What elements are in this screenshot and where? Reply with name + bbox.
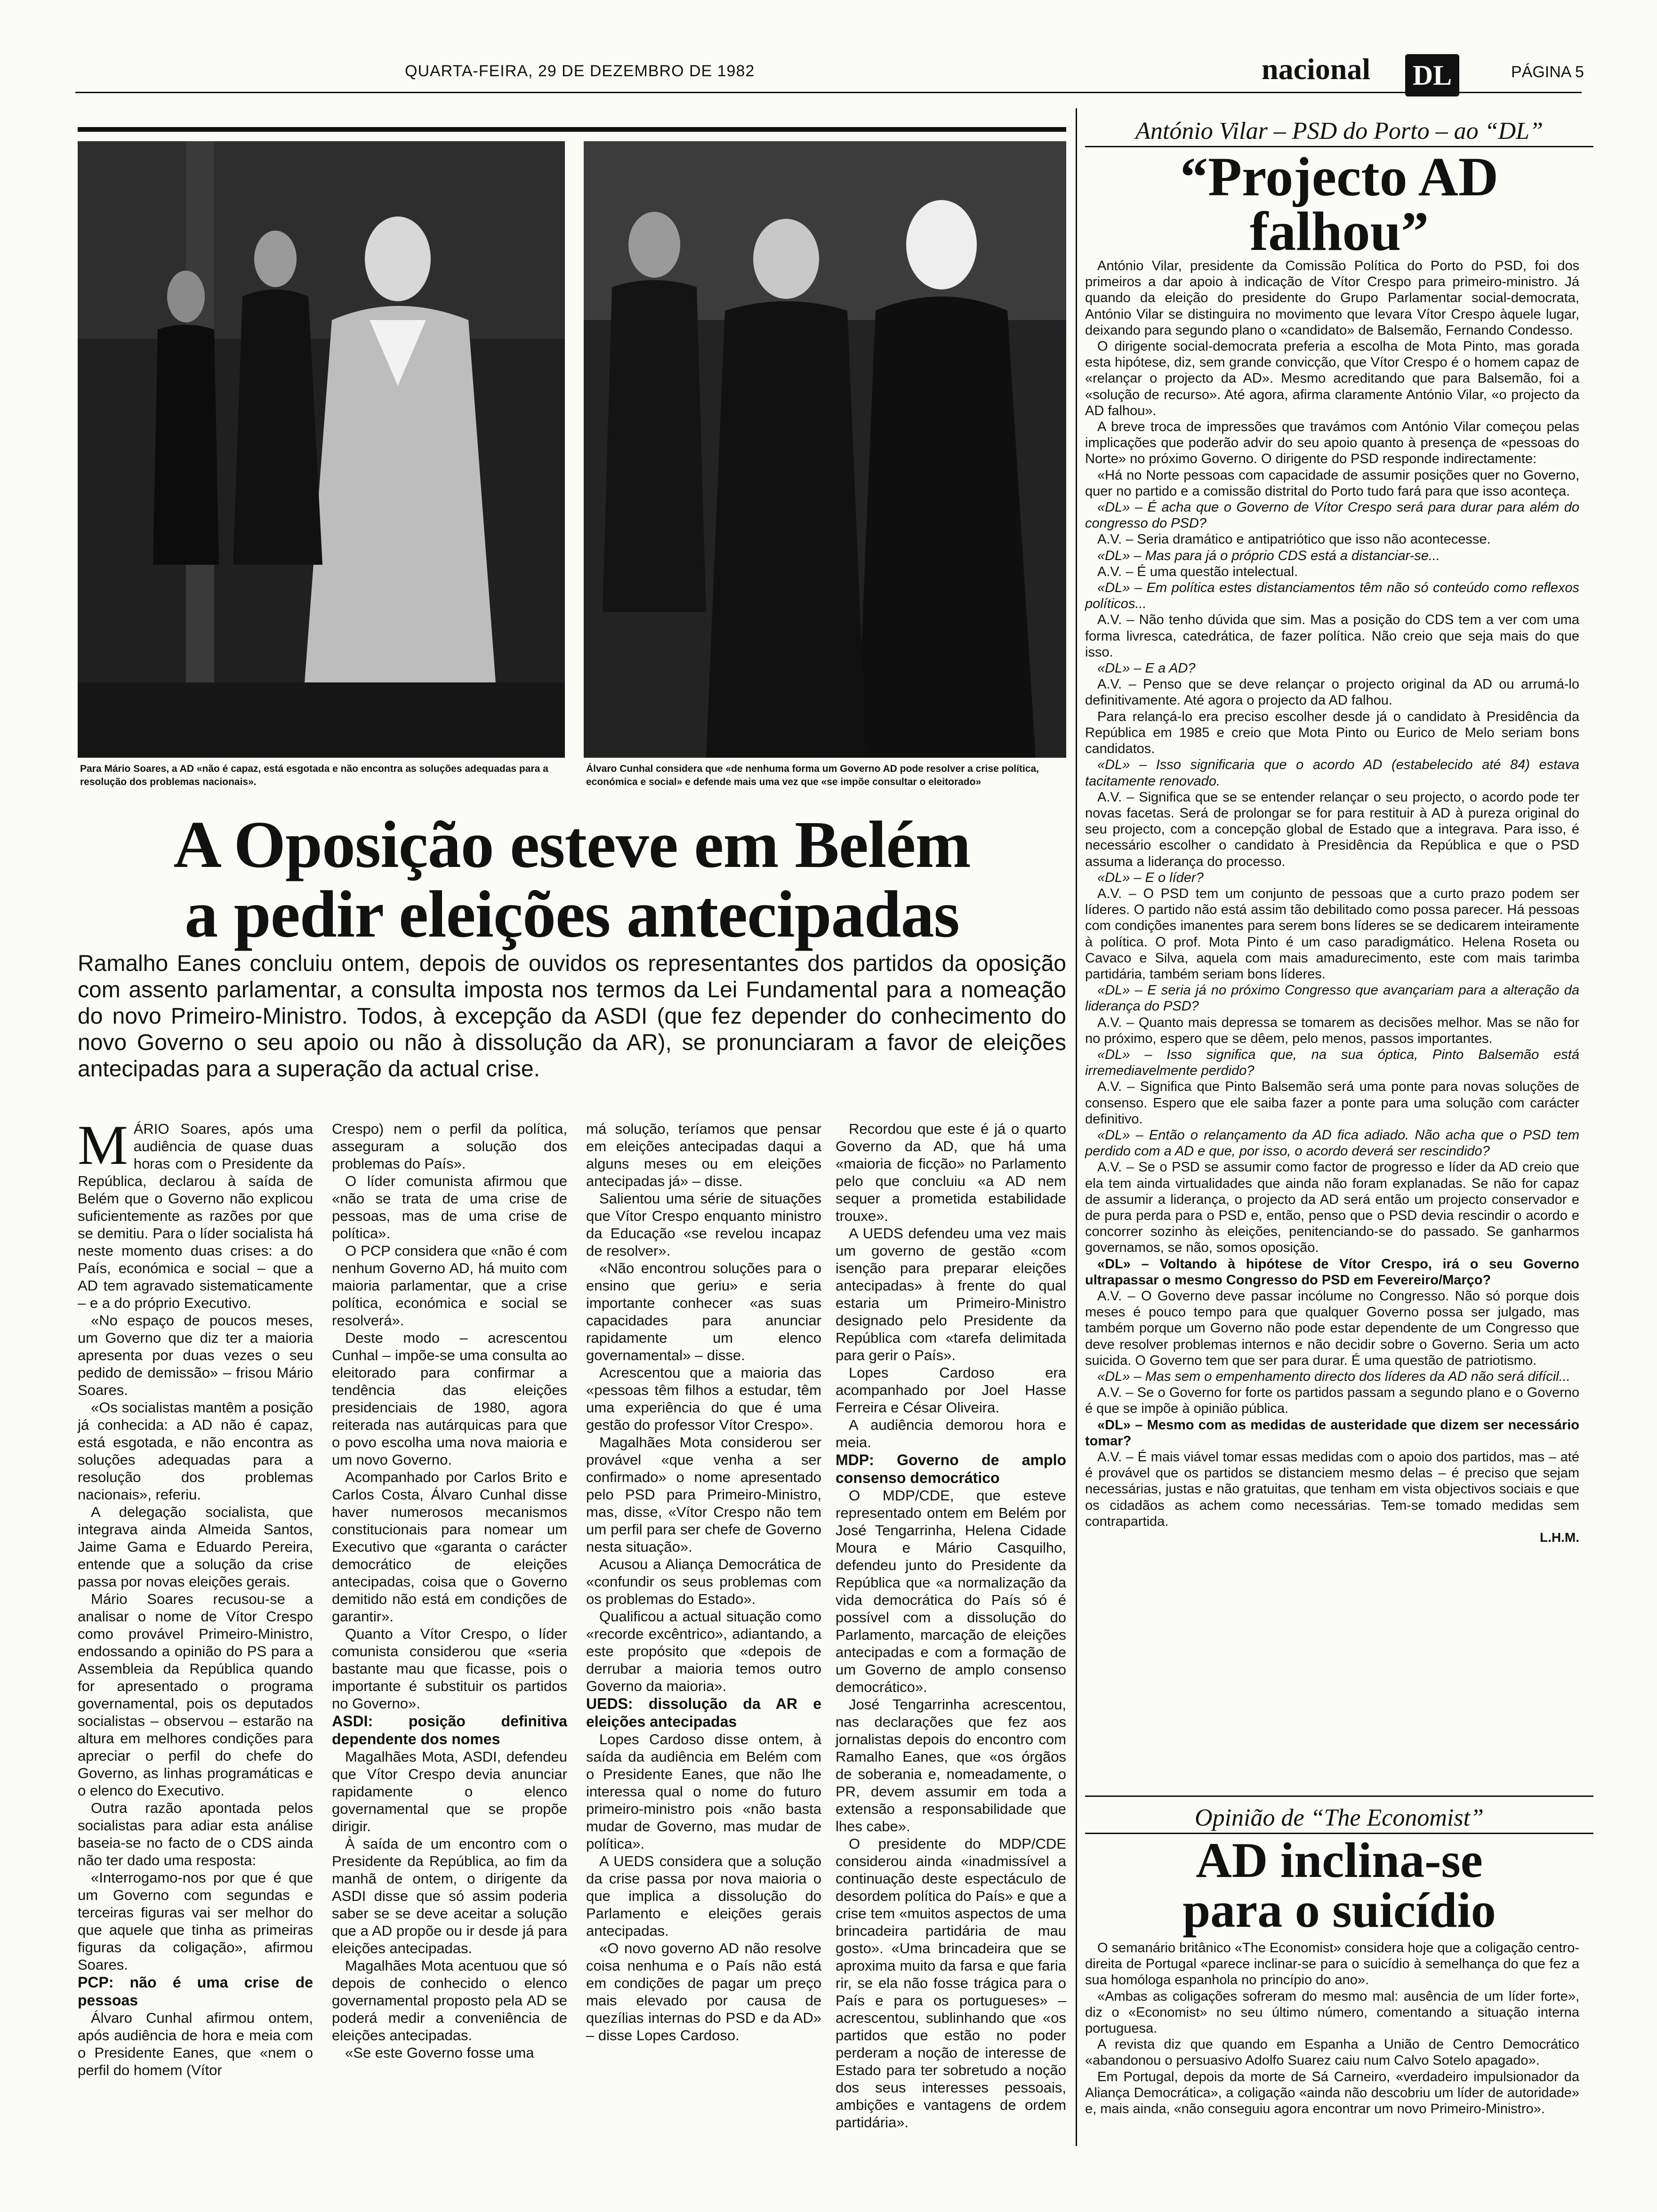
page-number: PÁGINA 5: [1511, 63, 1584, 81]
paragraph: «Ambas as coligações sofreram do mesmo mal: ausência de um líder forte», diz o «Economist» no seu último número, comentando a situação interna portuguesa.: [1085, 1988, 1579, 2036]
interview-question: «DL» – Mas sem o empenhamento directo dos líderes da AD não será difícil...: [1097, 1369, 1570, 1385]
interview-question: «DL» – Então o relançamento da AD fica adiado. Não acha que o PSD tem perdido com a AD e que, por isso, o acordo deverá ser rescindido?: [1085, 1127, 1579, 1159]
dl-logo-icon: DL: [1405, 54, 1459, 96]
economist-kicker: Opinião de “The Economist”: [1085, 1803, 1593, 1834]
paragraph: «Se este Governo fosse uma: [345, 2044, 534, 2061]
interview-answer: A.V. – É uma questão intelectual.: [1097, 564, 1298, 579]
sidebar-headline-line2: falhou”: [1249, 200, 1429, 262]
paragraph: «No espaço de poucos meses, um Governo que diz ter a maioria apresenta por duas vezes o seu pedido de demissão» – frisou Mário Soares.: [78, 1312, 313, 1398]
subheading: UEDS: dissolução da AR e eleições antecipadas: [586, 1695, 821, 1730]
paragraph: «Interrogamo-nos por que é que um Governo com segundas e terceiras figuras vai ser melhor do que aquele que tinha as primeiras figuras da coligação», afirmou Soares.: [78, 1869, 313, 1973]
paragraph: A UEDS considera que a solução da crise passa por nova maioria o que implica a dissolução do Parlamento e eleições gerais antecipadas.: [586, 1853, 821, 1939]
paragraph: Salientou uma série de situações que Vítor Crespo enquanto ministro da Educação «se revelou incapaz de resolver».: [586, 1190, 821, 1259]
photo-mario-soares: [78, 141, 565, 758]
article-lead: Ramalho Eanes concluiu ontem, depois de ouvidos os representantes dos partidos da oposição com assento parlamentar, a consulta imposta nos termos da Lei Fundamental para a nomeação do novo Primeiro-Ministro. Todos, à excepção da ASDI (que fez depender do conhecimento do novo Governo o seu apoio ou não à dissolução da AR), se pronunciaram a favor de eleições antecipadas para a superação da actual crise.: [78, 951, 1066, 1082]
interview-question: «DL» – E seria já no próximo Congresso que avançariam para a alteração da liderança do PSD?: [1085, 983, 1579, 1014]
interview-question: «DL» – E o líder?: [1097, 870, 1204, 885]
economist-headline-line1: AD inclina-se: [1196, 1833, 1483, 1888]
paragraph: Acusou a Aliança Democrática de «confundir os seus problemas com os problemas do Estado».: [586, 1556, 821, 1607]
paragraph: O semanário britânico «The Economist» considera hoje que a coligação centro-direita de Portugal «parece inclinar-se para o suicídio à semelhança do que fez a sua homóloga espanhola no princípio do ano».: [1085, 1940, 1579, 1988]
interview-answer: A.V. – Se o Governo for forte os partidos passam a segundo plano e o Governo é que se impõe à opinião pública.: [1085, 1385, 1579, 1417]
section-title: nacional: [1262, 52, 1371, 86]
subheading: ASDI: posição definitiva dependente dos nomes: [332, 1713, 567, 1747]
sidebar-headline: [1085, 146, 1593, 262]
paragraph: MÁRIO Soares, após uma audiência de quase duas horas com o Presidente da República, declarou à saída de Belém que o Governo não explicou suficientemente as razões por que se demitiu. Para o líder socialista há neste momento duas crises: a do País, económica e social – que a AD tem agravado sistematicamente – e a do próprio Executivo.: [78, 1114, 313, 1311]
interview-answer: A.V. – Significa que se se entender relançar o seu projecto, o acordo pode ter novas facetas. Será de prolongar se for para restituir à AD à pureza original do seu projecto, com a concepção global de Estado que a integrava. Para isso, é necessário escolher o candidato à Presidência da República e que o PSD assuma a liderança do processo.: [1085, 789, 1579, 869]
interview-question: «DL» – Mas para já o próprio CDS está a distanciar-se...: [1097, 548, 1440, 563]
paragraph: «O novo governo AD não resolve coisa nenhuma e o País não está em condições de pagar um preço mais elevado por causa de quezílias internas do PSD e da AD» – disse Lopes Cardoso.: [586, 1940, 821, 2044]
header-rule: [75, 92, 1582, 93]
paragraph: Em Portugal, depois da morte de Sá Carneiro, «verdadeiro impulsionador da Aliança Democrática», a coligação «ainda não descobriu um líder de autoridade» e, mais ainda, «não conseguiu agora encontrar um novo Primeiro-Ministro».: [1085, 2069, 1579, 2117]
interview-answer: A.V. – Significa que Pinto Balsemão será uma ponte para novas soluções de consenso. Espero que ele saiba fazer a ponte para uma solução com carácter definitivo.: [1085, 1079, 1579, 1127]
interview-answer: A.V. – O PSD tem um conjunto de pessoas que a curto prazo podem ser líderes. O partido não está assim tão debilitado como possa parecer. Há pessoas com condições imanentes para serem bons líderes se se dedicarem inteiramente à política. O prof. Mota Pinto é um caso paradigmático. Helena Roseta ou Cavaco e Silva, aquela com mais amadurecimento, este com mais tarimba partidária, também seriam bons líderes.: [1085, 886, 1579, 982]
paragraph: Magalhães Mota, ASDI, defendeu que Vítor Crespo devia anunciar rapidamente o elenco governamental que se propõe dirigir.: [332, 1748, 567, 1835]
paragraph: À saída de um encontro com o Presidente da República, ao fim da manhã de ontem, o dirigente da ASDI disse que só assim poderia saber se se deve aceitar a solução que a AD propõe ou ir desde já para eleições antecipadas.: [332, 1835, 567, 1956]
paragraph: Recordou que este é já o quarto Governo da AD, que há uma «maioria de ficção» no Parlamento pelo que concluiu «a AD nem sequer a prometida estabilidade trouxe».: [836, 1121, 1066, 1224]
economist-headline-line2: para o suicídio: [1182, 1883, 1496, 1938]
subheading: MDP: Governo de amplo consenso democrático: [836, 1451, 1066, 1486]
paragraph: O MDP/CDE, que esteve representado ontem em Belém por José Tengarrinha, Helena Cidade Moura e Mário Casquilho, defendeu junto do Presidente da República que «a normalização da vida democrática do País só é possível com a dissolução do Parlamento, marcação de eleições antecipadas e com a formação de um Governo de amplo consenso democrático».: [836, 1487, 1066, 1695]
paragraph: A audiência demorou hora e meia.: [836, 1417, 1066, 1451]
paragraph: Qualificou a actual situação como «recorde excêntrico», adiantando, a este propósito que «depois de derrubar a maioria temos outro Governo da maioria».: [586, 1608, 821, 1694]
paragraph: A delegação socialista, que integrava ainda Almeida Santos, Jaime Gama e Eduardo Pereira, entende que a solução da crise passa por novas eleições gerais.: [78, 1504, 313, 1590]
photo-figures-icon: [584, 141, 1066, 758]
interview-question: «DL» – Mesmo com as medidas de austeridade que dizem ser necessário tomar?: [1085, 1417, 1579, 1449]
paragraph: Acompanhado por Carlos Brito e Carlos Costa, Álvaro Cunhal disse haver numerosos mecanismos constitucionais para nomear um Executivo que «garanta o carácter democrático de eleições antecipadas, coisa que o Governo demitido não está em condições de garantir».: [332, 1469, 567, 1625]
paragraph: Mário Soares recusou-se a analisar o nome de Vítor Crespo como provável Primeiro-Ministro, endossando a opinião do PS para a Assembleia da República quando for apresentado o programa governamental, pois os deputados socialistas – observou – estarão na altura em melhores condições para apreciar o perfil do chefe do Governo, as linhas programáticas e o elenco do Executivo.: [78, 1591, 313, 1799]
interview-answer: A.V. – Não tenho dúvida que sim. Mas a posição do CDS tem a ver com uma forma livresca, catedrática, de fazer política. Não creio que seja mais do que isso.: [1085, 612, 1579, 660]
issue-date: QUARTA-FEIRA, 29 DE DEZEMBRO DE 1982: [405, 62, 755, 80]
paragraph: Deste modo – acrescentou Cunhal – impõe-se uma consulta ao eleitorado para confirmar a tendência das eleições presidenciais de 1980, agora reiterada nas autárquicas para que o povo escolha uma nova maioria e um novo Governo.: [332, 1330, 567, 1468]
interview-answer: A.V. – Se o PSD se assumir como factor de progresso e líder da AD creio que ela tem ainda virtualidades que ainda não foram explanadas. Se não for capaz de assumir a liderança, o projecto da AD será então um projecto conservador e de pura perda para o PSD e, então, penso que o PSD devia rescindir o acordo e concorrer sozinho às eleições, penitenciando-se do passado. Se ganharmos governamos, se não, somos oposição.: [1085, 1160, 1579, 1256]
interview-answer: A.V. – Quanto mais depressa se tomarem as decisões melhor. Mas se não for no próximo, espero que se dêem, pelo menos, passos importantes.: [1085, 1015, 1579, 1046]
interview-answer: Para relançá-lo era preciso escolher desde já o candidato à Presidência da República em 1985 e creio que Mota Pinto ou Eurico de Melo seriam bons candidatos.: [1085, 709, 1579, 757]
sidebar-headline-line1: “Projecto AD: [1180, 146, 1499, 208]
photo-figures-icon: [78, 141, 565, 758]
interview-answer: A.V. – O Governo deve passar incólume no Congresso. Não só porque dois meses é pouco tempo para que qualquer Governo possa ser julgado, mas também porque um Governo não pode estar dependente de um Congresso que deve resolver problemas internos e não decidir sobre o Governo. Seria um acto suicida. O Governo tem que ser para durar. É uma questão de patriotismo.: [1085, 1289, 1579, 1368]
sidebar-kicker: António Vilar – PSD do Porto – ao “DL”: [1085, 117, 1593, 147]
paragraph: «Há no Norte pessoas com capacidade de assumir posições quer no Governo, quer no partido e a comissão distrital do Porto tudo fará para que isso aconteça.: [1085, 467, 1579, 499]
interview-answer: A.V. – Penso que se deve relançar o projecto original da AD ou arrumá-lo definitivamente. Até agora o projecto da AD falhou.: [1085, 677, 1579, 708]
interview-question: «DL» – Isso significaria que o acordo AD (estabelecido até 84) estava tacitamente renovado.: [1085, 757, 1579, 789]
paragraph: O dirigente social-democrata preferia a escolha de Mota Pinto, mas gorada esta hipótese, diz, sem grande convicção, que Vítor Crespo é o homem capaz de «relançar o projecto da AD». Mesmo acreditando que para Balsemão, foi a «solução de recurso». Até agora, afirma claramente António Vilar, «o projecto da AD falhou».: [1085, 339, 1579, 418]
paragraph: Lopes Cardoso disse ontem, à saída da audiência em Belém com o Presidente Eanes, que não lhe interessa qual o nome do futuro primeiro-ministro pois «não basta mudar de Governo, mas mudar de política».: [586, 1731, 821, 1852]
author-signature: L.H.M.: [1540, 1530, 1579, 1545]
paragraph: Magalhães Mota acentuou que só depois de conhecido o elenco governamental proposto pela AD se poderá medir a conveniência de eleições antecipadas.: [332, 1957, 567, 2044]
paragraph: «Não encontrou soluções para o ensino que geriu» e seria importante conhecer «as suas capacidades para anunciar rapidamente um elenco governamental» – disse.: [586, 1260, 821, 1363]
paragraph: José Tengarrinha acrescentou, nas declarações que fez aos jornalistas depois do encontro com Ramalho Eanes, que «os órgãos de soberania e, nomeadamente, o PR, devem assumir em toda a extensão a responsabilidade que lhes cabe».: [836, 1696, 1066, 1835]
article-column-1: [78, 1114, 313, 2079]
photo-caption-cunhal: Álvaro Cunhal considera que «de nenhuma forma um Governo AD pode resolver a crise política, económica e social» e defende mais uma vez que «se impõe consultar o eleitorado»: [586, 763, 1039, 787]
paragraph: Quanto a Vítor Crespo, o líder comunista considerou que «seria bastante mau que ficasse, pois o importante é substituir os partidos no Governo».: [332, 1626, 567, 1712]
paragraph: António Vilar, presidente da Comissão Política do Porto do PSD, foi dos primeiros a dar apoio à indicação de Vítor Crespo para primeiro-ministro. Já quando da eleição do presidente do Grupo Parlamentar social-democrata, António Vilar se distinguira no movimento que levara Vítor Crespo àquele lugar, deixando para segundo plano o «candidato» de Balsemão, Fernando Condesso.: [1085, 258, 1579, 338]
paragraph: Crespo) nem o perfil da política, asseguram a solução dos problemas do País».: [332, 1121, 567, 1172]
main-headline-line1: A Oposição esteve em Belém: [173, 807, 971, 882]
economist-article: [1085, 1940, 1579, 2117]
interview-question: «DL» – E a AD?: [1097, 661, 1196, 676]
photo-top-rule: [78, 127, 1066, 132]
paragraph: O líder comunista afirmou que «não se trata de uma crise de pessoas, mas de uma crise de política».: [332, 1173, 567, 1242]
paragraph: A revista diz que quando em Espanha a União de Centro Democrático «abandonou o persuasivo Adolfo Suarez caiu num Calvo Sotelo apagado».: [1085, 2037, 1579, 2068]
sidebar-divider: [1085, 1795, 1593, 1797]
interview-question: «DL» – É acha que o Governo de Vítor Crespo será para durar para além do congresso do PSD?: [1085, 500, 1579, 531]
paragraph: Acrescentou que a maioria das «pessoas têm filhos a estudar, têm uma experiência do que é uma gestão do professor Vítor Crespo».: [586, 1364, 821, 1433]
paragraph: Outra razão apontada pelos socialistas para adiar esta análise baseia-se no facto de o CDS ainda não ter dado uma resposta:: [78, 1800, 313, 1868]
dropcap: M: [78, 1114, 128, 1176]
photo-caption-soares: Para Mário Soares, a AD «não é capaz, está esgotada e não encontra as soluções adequadas para a resolução dos problemas nacionais».: [80, 763, 548, 787]
paragraph: O presidente do MDP/CDE considerou ainda «inadmissível a continuação deste espectáculo de desordem política do País» e que a crise tem «muitos aspectos de uma brincadeira partidária de mau gosto». «Uma brincadeira que se aproxima muito da farsa e que faria rir, se ela não fosse trágica para o País e para os portugueses» – acrescentou, sublinhando que «os partidos que estão no poder perderam a noção de interesse de Estado para ter sobretudo a noção dos seus interesses pessoais, ambições e vantagens de ordem partidária».: [836, 1835, 1066, 2131]
interview-question: «DL» – Isso significa que, na sua óptica, Pinto Balsemão está irremediavelmente perdido?: [1085, 1047, 1579, 1079]
paragraph: «Os socialistas mantêm a posição já conhecida: a AD não é capaz, está esgotada, e não encontra as soluções adequadas para a resolução dos problemas nacionais», referiu.: [78, 1399, 313, 1503]
paragraph: Magalhães Mota considerou ser provável «que venha a ser confirmado» o nome apresentado pelo PSD para Primeiro-Ministro, mas, disse, «Vítor Crespo não tem um perfil para ser chefe de Governo nesta situação».: [586, 1434, 821, 1555]
sidebar-article: [1085, 258, 1579, 1546]
paragraph: Lopes Cardoso era acompanhado por Joel Hasse Ferreira e César Oliveira.: [836, 1364, 1066, 1416]
paragraph: A UEDS defendeu uma vez mais um governo de gestão «com isenção para preparar eleições antecipadas» à frente do qual estaria um Primeiro-Ministro designado pelo Presidente da República com «tarefa delimitada para gerir o País».: [836, 1225, 1066, 1363]
article-column-2: [332, 1120, 567, 2061]
interview-answer: A.V. – Seria dramático e antipatriótico que isso não acontecesse.: [1097, 532, 1491, 547]
column-divider: [1076, 108, 1077, 2146]
article-column-3: [586, 1120, 821, 2044]
paragraph: má solução, teríamos que pensar em eleições antecipadas daqui a alguns meses ou em eleições antecipadas já» – disse.: [586, 1121, 821, 1189]
article-column-4: [836, 1120, 1066, 2131]
economist-headline: [1085, 1833, 1593, 1938]
main-headline: [78, 809, 1066, 949]
paragraph: A breve troca de impressões que travámos com António Vilar começou pelas implicações que poderão advir do seu apoio quanto à presença de «pessoas do Norte» no próximo Governo. O dirigente do PSD responde indirectamente:: [1085, 419, 1579, 467]
interview-answer: A.V. – É mais viável tomar essas medidas com o apoio dos partidos, mas – até é provável que os partidos se distanciem mesmo delas – é preciso que sejam necessárias, justas e não gratuitas, que tenham em vista objectivos sociais e que os cidadãos as achem como necessárias. Tem-se tomado medidas sem contrapartida.: [1085, 1450, 1579, 1529]
main-headline-line2: a pedir eleições antecipadas: [185, 877, 959, 951]
photo-alvaro-cunhal: [584, 141, 1066, 758]
paragraph: O PCP considera que «não é com nenhum Governo AD, há muito com maioria parlamentar, que a crise política, económica e social se resolverá».: [332, 1242, 567, 1329]
interview-question: «DL» – Voltando à hipótese de Vítor Crespo, irá o seu Governo ultrapassar o mesmo Congresso do PSD em Fevereiro/Março?: [1085, 1256, 1579, 1288]
subheading: PCP: não é uma crise de pessoas: [78, 1974, 313, 2009]
interview-question: «DL» – Em política estes distanciamentos têm não só conteúdo como reflexos políticos...: [1085, 580, 1579, 612]
paragraph: Álvaro Cunhal afirmou ontem, após audiência de hora e meia com o Presidente Eanes, que «nem o perfil do homem (Vítor: [78, 2010, 313, 2078]
